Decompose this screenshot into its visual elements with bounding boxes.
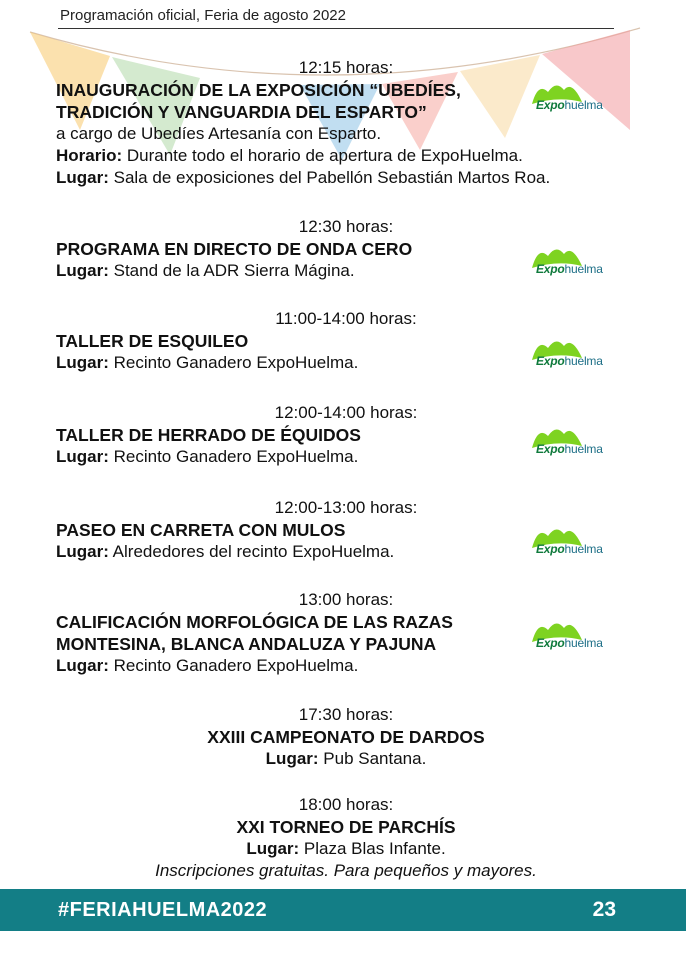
event-parchis [56, 794, 636, 882]
event-time: 11:00-14:00 horas: [275, 309, 417, 328]
lugar-label: Lugar: [56, 656, 109, 675]
lugar-label: Lugar: [56, 542, 109, 561]
lugar-label: Lugar: [56, 447, 109, 466]
lugar-value: Recinto Ganadero ExpoHuelma. [108, 353, 359, 372]
event-title: PASEO EN CARRETA CON MULOS [56, 520, 346, 540]
page-header: Programación oficial, Feria de agosto 2022 [60, 7, 346, 24]
event-title: XXIII CAMPEONATO DE DARDOS [207, 727, 485, 747]
event-description: a cargo de Ubedíes Artesanía con Esparto. [56, 124, 382, 143]
lugar-label: Lugar: [246, 839, 300, 858]
lugar-value: Plaza Blas Infante. [299, 839, 446, 858]
event-title: TRADICIÓN Y VANGUARDIA DEL ESPARTO” [56, 102, 427, 122]
event-time: 13:00 horas: [298, 590, 394, 609]
logo-text: Expohuelma [536, 442, 603, 456]
event-time: 12:00-13:00 horas: [274, 498, 418, 517]
logo-text: Expohuelma [536, 542, 603, 556]
horario-label: Horario: [56, 146, 123, 165]
event-title: PROGRAMA EN DIRECTO DE ONDA CERO [56, 239, 413, 259]
horario-value: Durante todo el horario de apertura de ExpoHuelma. [122, 146, 523, 165]
event-note: Inscripciones gratuitas. Para pequeños y mayores. [155, 861, 537, 880]
event-title: CALIFICACIÓN MORFOLÓGICA DE LAS RAZAS [56, 612, 453, 632]
expohuelma-logo [528, 522, 620, 566]
expohuelma-logo [528, 242, 620, 286]
lugar-value: Stand de la ADR Sierra Mágina. [108, 261, 355, 280]
event-time: 12:00-14:00 horas: [274, 403, 418, 422]
event-title: TALLER DE ESQUILEO [56, 331, 249, 351]
event-horario [56, 145, 636, 167]
event-title: XXI TORNEO DE PARCHÍS [236, 817, 456, 837]
event-lugar [56, 748, 636, 770]
logo-text: Expohuelma [536, 354, 603, 368]
event-title: TALLER DE HERRADO DE ÉQUIDOS [56, 425, 361, 445]
footer-hashtag: #FERIAHUELMA2022 [58, 899, 268, 921]
logo-text: Expohuelma [536, 636, 603, 650]
lugar-value: Sala de exposiciones del Pabellón Sebastián Martos Roa. [108, 168, 551, 187]
event-title: MONTESINA, BLANCA ANDALUZA Y PAJUNA [56, 634, 437, 654]
event-time: 12:30 horas: [298, 217, 394, 236]
page-number: 23 [592, 898, 616, 921]
lugar-value: Recinto Ganadero ExpoHuelma. [108, 447, 359, 466]
event-dardos [56, 704, 636, 770]
expohuelma-logo [528, 78, 620, 122]
lugar-label: Lugar: [265, 749, 319, 768]
event-title: INAUGURACIÓN DE LA EXPOSICIÓN “UBEDÍES, [56, 80, 461, 100]
event-time: 18:00 horas: [298, 795, 394, 814]
lugar-label: Lugar: [56, 168, 109, 187]
event-lugar [56, 167, 636, 189]
event-time: 17:30 horas: [298, 705, 394, 724]
footer-bar [0, 889, 686, 931]
lugar-label: Lugar: [56, 353, 109, 372]
event-time: 12:15 horas: [298, 58, 394, 77]
lugar-value: Pub Santana. [318, 749, 427, 768]
lugar-label: Lugar: [56, 261, 109, 280]
lugar-value: Recinto Ganadero ExpoHuelma. [108, 656, 359, 675]
header-divider [58, 28, 614, 29]
expohuelma-logo [528, 334, 620, 378]
lugar-value: Alrededores del recinto ExpoHuelma. [108, 542, 395, 561]
event-lugar [56, 838, 636, 860]
expohuelma-logo [528, 616, 620, 660]
event-inauguracion [56, 57, 636, 189]
logo-text: Expohuelma [536, 262, 603, 276]
logo-text: Expohuelma [536, 98, 603, 112]
expohuelma-logo [528, 422, 620, 466]
